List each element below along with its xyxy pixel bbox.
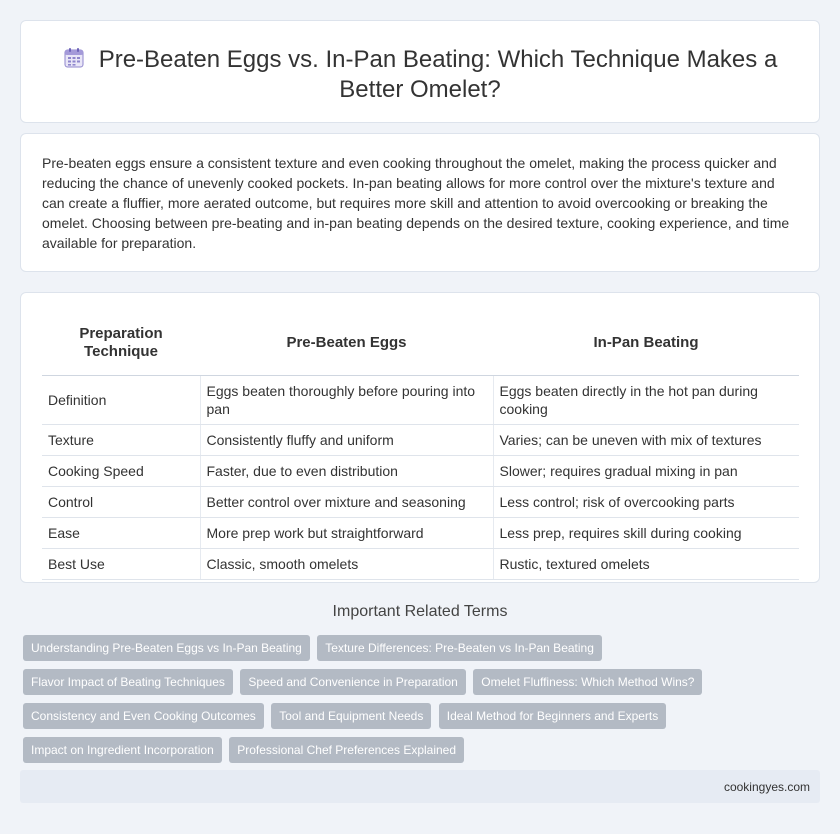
related-term-tag[interactable]: Speed and Convenience in Preparation: [240, 669, 465, 695]
related-term-tag[interactable]: Ideal Method for Beginners and Experts: [439, 703, 666, 729]
table-cell: Texture: [42, 424, 200, 455]
table-header: Preparation Technique: [42, 312, 200, 375]
page-title-wrap: [21, 45, 819, 105]
table-cell: Ease: [42, 517, 200, 548]
table-cell: Best Use: [42, 548, 200, 579]
related-terms-title: Important Related Terms: [332, 603, 508, 620]
table-row: [42, 486, 799, 517]
table-header: In-Pan Beating: [493, 312, 799, 375]
related-term-tag[interactable]: Professional Chef Preferences Explained: [229, 737, 464, 763]
table-cell: Eggs beaten thoroughly before pouring into pan: [200, 375, 493, 424]
table-header-row: [42, 312, 799, 375]
table-row: [42, 424, 799, 455]
related-term-tag[interactable]: Omelet Fluffiness: Which Method Wins?: [473, 669, 702, 695]
table-cell: More prep work but straightforward: [200, 517, 493, 548]
related-term-tag[interactable]: Understanding Pre-Beaten Eggs vs In-Pan Beating: [23, 635, 310, 661]
table-cell: Definition: [42, 375, 200, 424]
related-term-tag[interactable]: Flavor Impact of Beating Techniques: [23, 669, 233, 695]
table-cell: Slower; requires gradual mixing in pan: [493, 455, 799, 486]
comparison-table: [42, 312, 799, 580]
summary-text: Pre-beaten eggs ensure a consistent texture and even cooking throughout the omelet, making the process quicker and reducing the chance of unevenly cooked pockets. In-pan beating allows for more control over the mixture's texture and can create a fluffier, more aerated outcome, but requires more skill and attention to avoid overcooking or breaking the omelet. Choosing between pre-beating and in-pan beating depends on the desired texture, cooking experience, and time available for preparation.: [42, 155, 790, 251]
table-cell: Rustic, textured omelets: [493, 548, 799, 579]
table-row: [42, 455, 799, 486]
summary-card: [20, 133, 820, 272]
table-row: [42, 548, 799, 579]
table-header: Pre-Beaten Eggs: [200, 312, 493, 375]
table-cell: Faster, due to even distribution: [200, 455, 493, 486]
related-term-tag[interactable]: Texture Differences: Pre-Beaten vs In-Pan Beating: [317, 635, 602, 661]
table-cell: Less prep, requires skill during cooking: [493, 517, 799, 548]
title-card: [20, 20, 820, 123]
table-cell: Less control; risk of overcooking parts: [493, 486, 799, 517]
table-row: [42, 517, 799, 548]
table-cell: Classic, smooth omelets: [200, 548, 493, 579]
related-term-tag[interactable]: Impact on Ingredient Incorporation: [23, 737, 222, 763]
table-cell: Varies; can be uneven with mix of textures: [493, 424, 799, 455]
page-title: Pre-Beaten Eggs vs. In-Pan Beating: Which Technique Makes a Better Omelet?: [98, 46, 778, 103]
related-term-tag[interactable]: Consistency and Even Cooking Outcomes: [23, 703, 264, 729]
table-row: [42, 375, 799, 424]
table-cell: Better control over mixture and seasoning: [200, 486, 493, 517]
calendar-icon: [63, 47, 85, 69]
footer-site-link[interactable]: cookingyes.com: [723, 780, 810, 794]
footer: [20, 770, 820, 803]
table-cell: Eggs beaten directly in the hot pan during cooking: [493, 375, 799, 424]
comparison-table-card: [20, 292, 820, 583]
table-cell: Consistently fluffy and uniform: [200, 424, 493, 455]
related-term-tag[interactable]: Tool and Equipment Needs: [271, 703, 431, 729]
table-cell: Cooking Speed: [42, 455, 200, 486]
related-terms-list: [23, 635, 813, 771]
table-cell: Control: [42, 486, 200, 517]
